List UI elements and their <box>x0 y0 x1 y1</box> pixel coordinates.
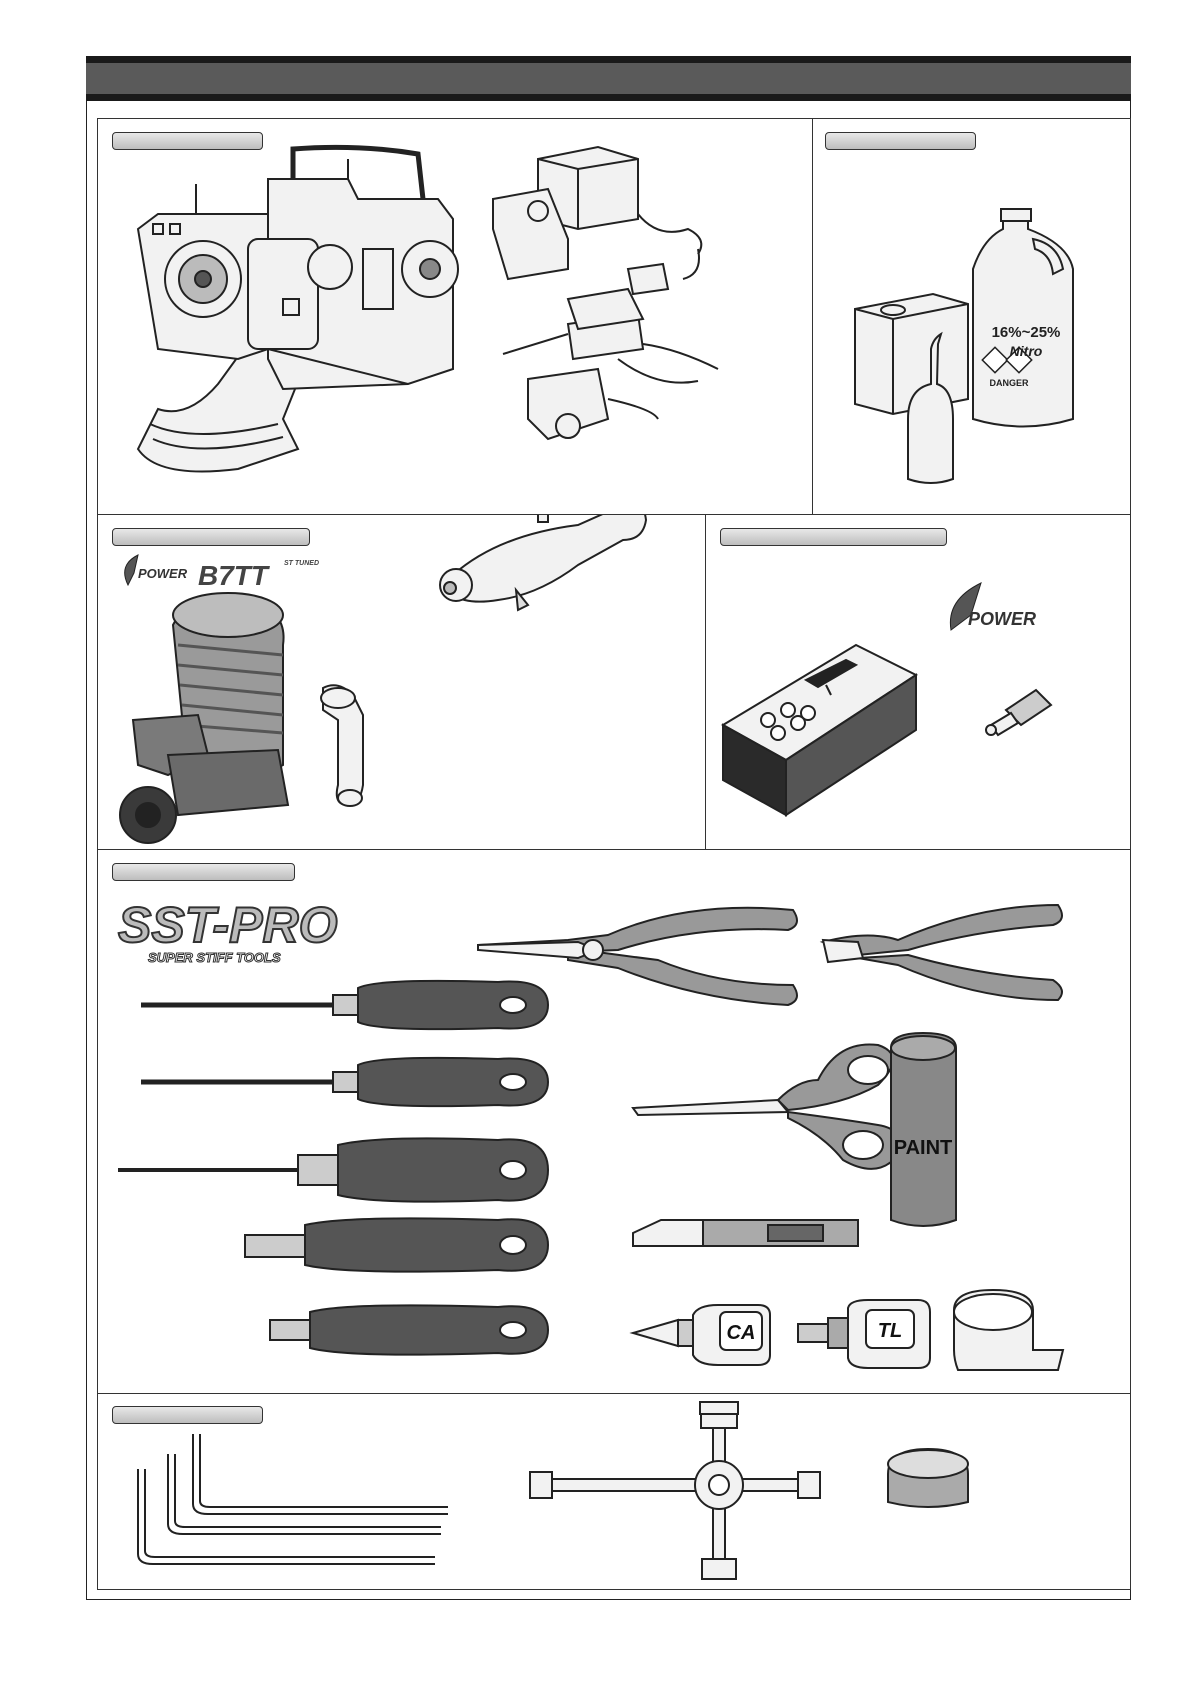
tape-roll <box>954 1290 1063 1370</box>
section-header-bar <box>86 56 1131 101</box>
engine-illustration <box>98 515 706 850</box>
sst-pro-logo-title: SST-PRO <box>118 897 338 953</box>
small-tools-illustration <box>98 1394 1131 1590</box>
tools-illustration <box>98 850 1131 1394</box>
panel-radio-system <box>97 118 813 515</box>
transmitter-illustration <box>98 119 813 515</box>
panel-small-tools <box>97 1393 1131 1590</box>
hex-drivers <box>118 981 548 1355</box>
starter-illustration <box>706 515 1131 850</box>
panel-engine <box>97 514 706 850</box>
starter-logo <box>950 583 1036 630</box>
panel-starter <box>705 514 1131 850</box>
paint-label: PAINT <box>893 1137 953 1159</box>
fuel-cap <box>888 1449 968 1507</box>
threadlock-bottle <box>798 1300 930 1368</box>
starter-logo-brand: POWER <box>968 609 1037 629</box>
fuel-illustration <box>813 119 1131 515</box>
allen-wrenches <box>138 1434 448 1564</box>
cross-wrench <box>530 1402 820 1579</box>
panel-tools <box>97 849 1131 1394</box>
scissors <box>633 1044 901 1168</box>
sst-pro-logo <box>118 897 338 965</box>
engine-logo <box>125 555 319 591</box>
ca-label: CA <box>726 1322 756 1344</box>
engine-logo-tag: ST TUNED <box>284 560 319 567</box>
paint-can <box>891 1033 956 1226</box>
tl-label: TL <box>877 1320 903 1342</box>
fuel-danger-label: DANGER <box>989 378 1029 388</box>
fuel-nitro-label: Nitro <box>1009 343 1043 359</box>
panel-fuel <box>812 118 1131 515</box>
side-cutters <box>823 905 1062 1000</box>
fuel-percent-label: 16%~25% <box>991 324 1061 341</box>
engine-logo-model: B7TT <box>198 560 268 591</box>
engine-logo-brand: POWER <box>138 566 188 581</box>
sst-pro-logo-subtitle: SUPER STIFF TOOLS <box>148 950 281 965</box>
utility-knife <box>633 1220 858 1246</box>
